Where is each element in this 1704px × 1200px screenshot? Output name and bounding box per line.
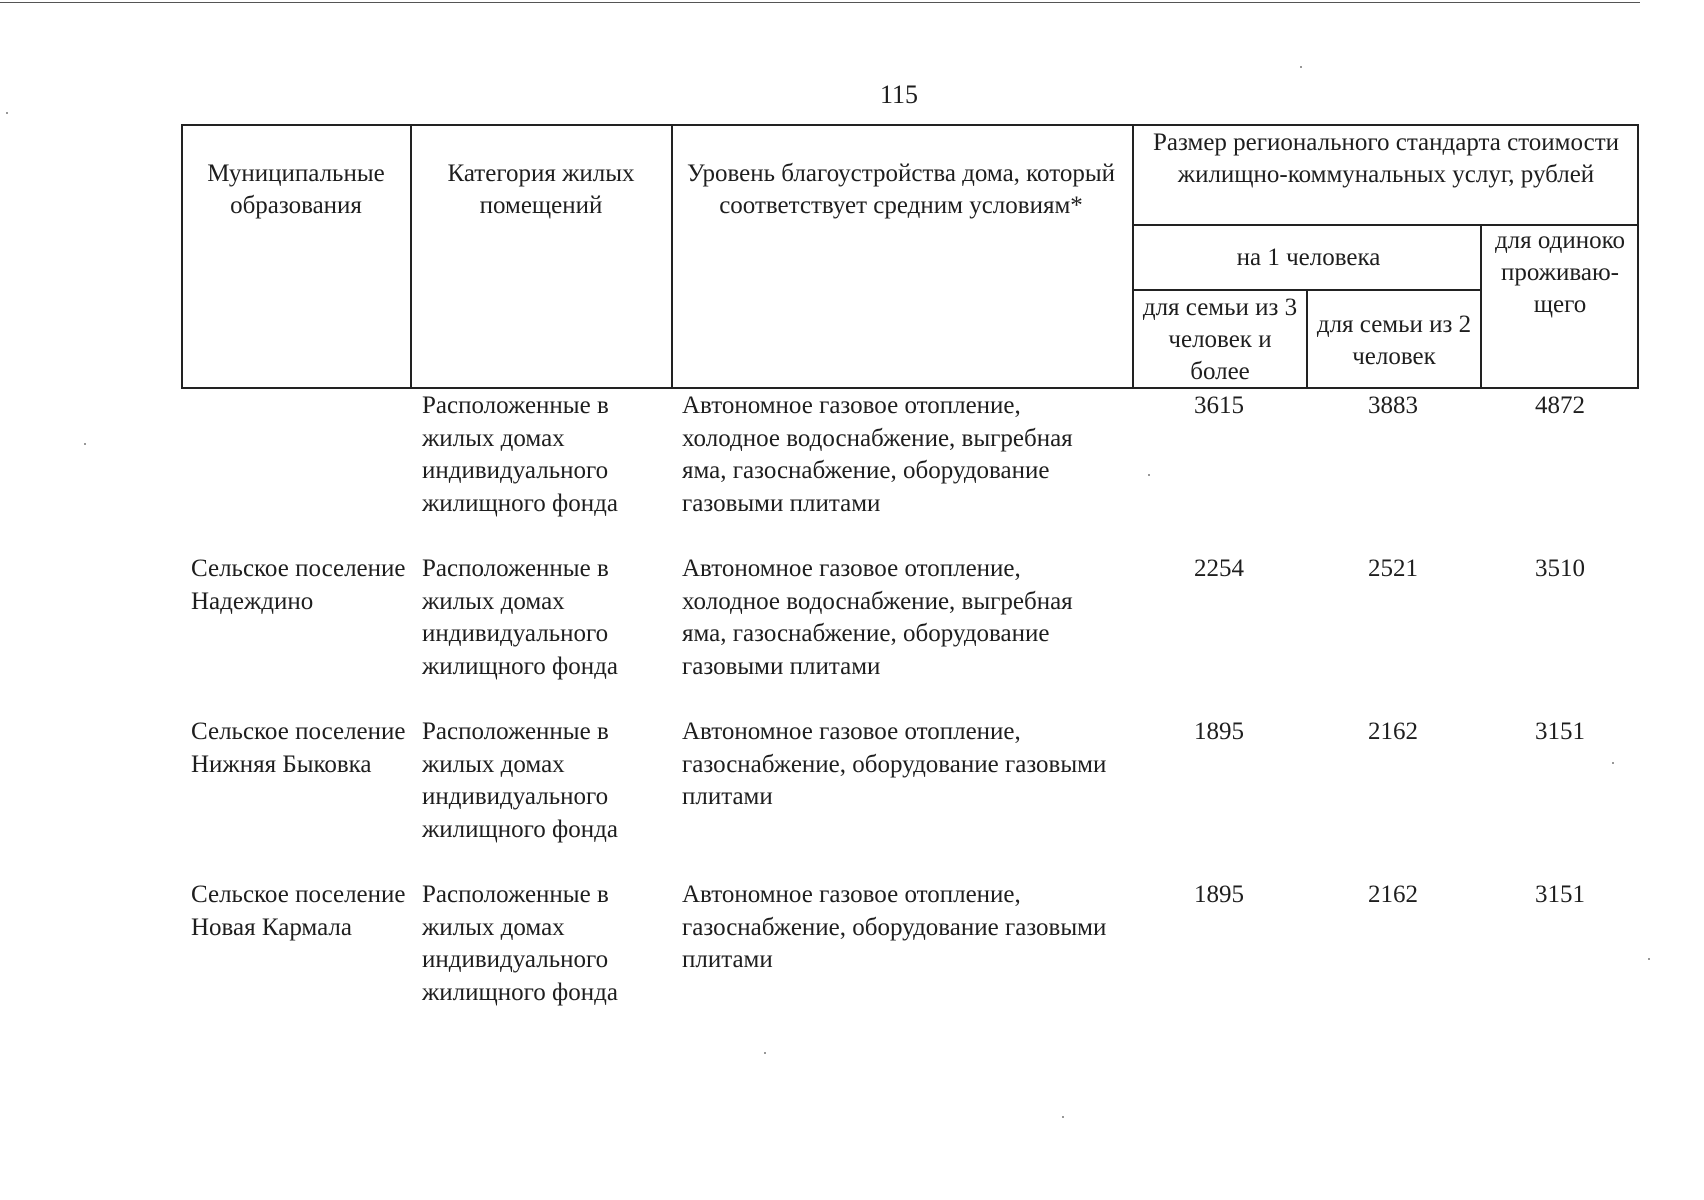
row-category: Расположенные в жилых домах индивидуального жилищного фонда: [422, 881, 618, 1006]
header-border-left: [181, 124, 183, 388]
scan-speck: [1148, 474, 1150, 476]
row-level: Автономное газовое отопление, холодное водоснабжение, выгребная яма, газоснабжение, оборудование газовыми плитами: [682, 392, 1073, 517]
scan-speck: [1300, 66, 1302, 68]
row-family2-value: 3883: [1368, 392, 1418, 419]
header-family2: для семьи из 2 человек: [1316, 311, 1472, 370]
header-divider-1: [410, 124, 412, 388]
header-divider-5: [1480, 224, 1482, 388]
header-single: для одиноко проживаю-щего: [1494, 227, 1626, 318]
header-divider-2: [671, 124, 673, 388]
row-single-value: 3510: [1535, 555, 1585, 582]
page-number: 115: [880, 80, 919, 109]
header-level: Уровень благоустройства дома, который соответствует средним условиям*: [687, 160, 1115, 219]
row-municipality: Сельское поселение Новая Кармала: [191, 881, 406, 941]
header-border-bottom: [181, 387, 1639, 389]
scan-speck: [1612, 762, 1614, 764]
row-level: Автономное газовое отопление, газоснабжение, оборудование газовыми плитами: [682, 881, 1107, 973]
row-category: Расположенные в жилых домах индивидуального жилищного фонда: [422, 718, 618, 843]
row-single-value: 3151: [1535, 881, 1585, 908]
row-level: Автономное газовое отопление, холодное водоснабжение, выгребная яма, газоснабжение, оборудование газовыми плитами: [682, 555, 1073, 680]
header-divider-4: [1306, 289, 1308, 388]
table-header: [181, 124, 1639, 388]
row-municipality: Сельское поселение Нижняя Быковка: [191, 718, 406, 778]
row-family2-value: 2162: [1368, 881, 1418, 908]
row-single-value: 3151: [1535, 718, 1585, 745]
row-family2-value: 2162: [1368, 718, 1418, 745]
row-level: Автономное газовое отопление, газоснабжение, оборудование газовыми плитами: [682, 718, 1107, 810]
header-category: Категория жилых помещений: [447, 160, 635, 219]
row-family3-value: 3615: [1194, 392, 1244, 419]
row-category: Расположенные в жилых домах индивидуального жилищного фонда: [422, 555, 618, 680]
scan-speck: [84, 443, 86, 445]
header-divider-3: [1132, 124, 1134, 388]
header-family3: для семьи из 3 человек и более: [1142, 294, 1298, 385]
header-border-right: [1637, 124, 1639, 388]
scan-speck: [1062, 1116, 1064, 1118]
row-family2-value: 2521: [1368, 555, 1418, 582]
row-category: Расположенные в жилых домах индивидуального жилищного фонда: [422, 392, 618, 517]
header-municipal: Муниципальные образования: [207, 160, 385, 219]
scan-speck: [1648, 958, 1650, 960]
row-municipality: Сельское поселение Надеждино: [191, 555, 406, 615]
header-per-person: на 1 человека: [1236, 244, 1381, 271]
scan-speck: [764, 1052, 766, 1054]
row-family3-value: 1895: [1194, 881, 1244, 908]
scan-speck: [6, 112, 8, 114]
header-border-top: [181, 124, 1639, 126]
row-single-value: 4872: [1535, 392, 1585, 419]
header-standard: Размер регионального стандарта стоимости жилищно-коммунальных услуг, рублей: [1152, 129, 1620, 188]
scan-top-edge: [0, 2, 1640, 3]
row-family3-value: 2254: [1194, 555, 1244, 582]
row-family3-value: 1895: [1194, 718, 1244, 745]
